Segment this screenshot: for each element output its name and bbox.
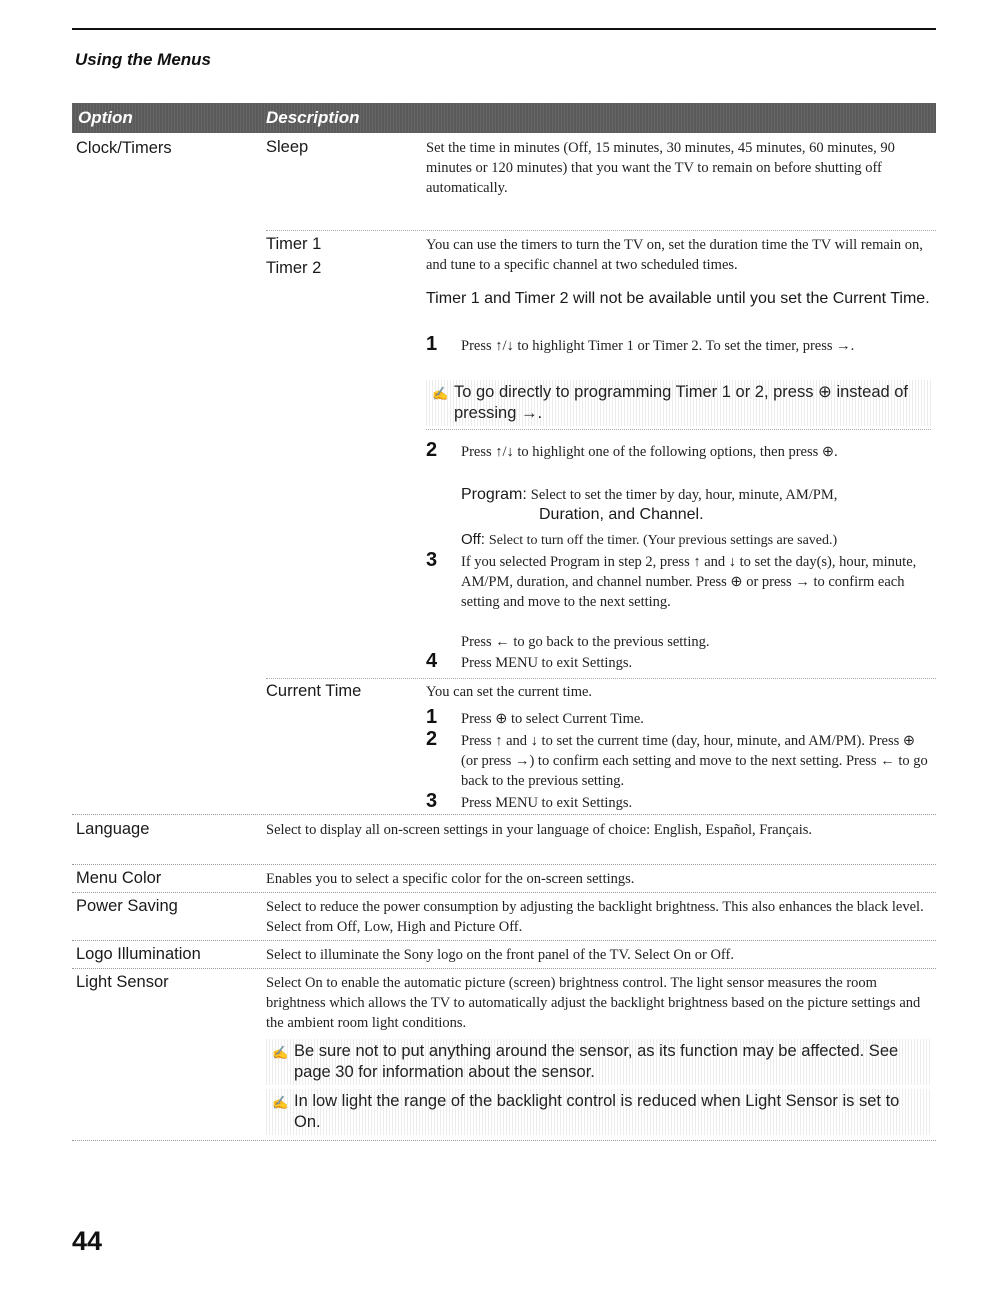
current-time-intro: You can set the current time. bbox=[426, 684, 593, 700]
light-sensor-text: Select On to enable the automatic picture (screen) brightness control. The light sensor measures the room brightness which allows the TV to automatically adjust the backlight brightness based on the picture settings and the ambient room light conditions. bbox=[266, 975, 921, 1031]
current-time-step3-number: 3 bbox=[426, 790, 438, 812]
current-time-step1-text: Press ⊕ to select Current Time. bbox=[461, 711, 644, 727]
current-time-step1-number: 1 bbox=[426, 706, 438, 728]
program-option bbox=[461, 485, 931, 505]
table-row-light-sensor bbox=[72, 969, 936, 1141]
timer-step2-text: Press ↑/↓ to highlight one of the following options, then press ⊕. bbox=[461, 444, 838, 460]
note-icon: ✍ bbox=[272, 1045, 289, 1060]
current-time-step2-number: 2 bbox=[426, 728, 438, 750]
table-row-language bbox=[72, 815, 936, 865]
timer-step4-text: Press MENU to exit Settings. bbox=[461, 655, 633, 671]
logo-text: Select to illuminate the Sony logo on the front panel of the TV. Select On or Off. bbox=[266, 947, 734, 963]
light-sensor-note-1 bbox=[266, 1039, 931, 1085]
table-row-clock-timers bbox=[72, 133, 936, 815]
option-menu-color: Menu Color bbox=[76, 869, 162, 887]
timer-availability: Timer 1 and Timer 2 will not be available until you set the Current Time. bbox=[426, 290, 930, 307]
table-row-power-saving bbox=[72, 893, 936, 941]
light-sensor-note-2-text: In low light the range of the backlight control is reduced when Light Sensor is set to On. bbox=[294, 1092, 900, 1131]
language-text: Select to display all on-screen settings in your language of choice: English, Español, Français. bbox=[266, 822, 813, 838]
header-option: Option bbox=[78, 108, 133, 127]
option-power-saving: Power Saving bbox=[76, 897, 178, 915]
header-description: Description bbox=[266, 108, 360, 127]
timer-note bbox=[426, 380, 931, 426]
divider bbox=[426, 429, 931, 430]
note-icon: ✍ bbox=[272, 1095, 289, 1110]
timer-step2-number: 2 bbox=[426, 439, 438, 461]
option-logo-illumination: Logo Illumination bbox=[76, 945, 201, 963]
section-title: Using the Menus bbox=[75, 50, 212, 69]
table-header bbox=[72, 103, 936, 133]
off-text: Select to turn off the timer. (Your previous settings are saved.) bbox=[488, 533, 838, 548]
table-row-menu-color bbox=[72, 865, 936, 893]
sleep-text: Set the time in minutes (Off, 15 minutes, 30 minutes, 45 minutes, 60 minutes, 90 minutes or 120 minutes) that you want the TV to remain on before shutting off automatically. bbox=[426, 140, 895, 196]
divider bbox=[266, 678, 936, 679]
current-time-step2-text: Press ↑ and ↓ to set the current time (day, hour, minute, and AM/PM). Press ⊕ (or press →) to confirm each setting and move to the next setting. Press ← to go back to the previous setting. bbox=[461, 733, 928, 789]
timer-step3-text: If you selected Program in step 2, press ↑ and ↓ to set the day(s), hour, minute, AM/PM, duration, and channel number. Press ⊕ or press → to confirm each setting and move to the next setting. bbox=[461, 554, 917, 610]
options-table bbox=[72, 103, 936, 1141]
divider bbox=[266, 230, 936, 231]
program-text: Select to set the timer by day, hour, minute, AM/PM, bbox=[530, 487, 838, 503]
top-rule bbox=[72, 28, 936, 30]
current-time-label: Current Time bbox=[266, 682, 362, 700]
timer-step1-number: 1 bbox=[426, 333, 438, 355]
option-light-sensor: Light Sensor bbox=[76, 973, 169, 991]
option-clock-timers: Clock/Timers bbox=[76, 139, 172, 157]
timer-step3-number: 3 bbox=[426, 549, 438, 571]
off-label: Off: bbox=[461, 531, 485, 548]
timer-step3b-text: Press ← to go back to the previous setting. bbox=[461, 634, 710, 650]
menu-color-text: Enables you to select a specific color for the on-screen settings. bbox=[266, 871, 635, 887]
timer1-label: Timer 1 bbox=[266, 235, 322, 253]
sleep-label: Sleep bbox=[266, 138, 309, 156]
page-number: 44 bbox=[72, 1226, 103, 1256]
light-sensor-note-1-text: Be sure not to put anything around the sensor, as its function may be affected. See page 30 for information about the sensor. bbox=[294, 1042, 899, 1081]
table-row-logo-illumination bbox=[72, 941, 936, 969]
timer2-label: Timer 2 bbox=[266, 259, 322, 277]
option-language: Language bbox=[76, 820, 150, 838]
timer-intro: You can use the timers to turn the TV on, set the duration time the TV will remain on, and tune to a specific channel at two scheduled times. bbox=[426, 237, 923, 273]
power-saving-text: Select to reduce the power consumption by adjusting the backlight brightness. This also enhances the black level. Select from Off, Low, High and Picture Off. bbox=[266, 899, 924, 935]
timer-step1-text: Press ↑/↓ to highlight Timer 1 or Timer 2. To set the timer, press →. bbox=[461, 338, 855, 354]
light-sensor-note-2 bbox=[266, 1089, 931, 1135]
program-text-2: Duration, and Channel. bbox=[539, 506, 704, 523]
current-time-step3-text: Press MENU to exit Settings. bbox=[461, 795, 633, 811]
off-option bbox=[461, 530, 931, 551]
program-label: Program: bbox=[461, 486, 527, 503]
timer-step4-number: 4 bbox=[426, 650, 438, 672]
note-icon: ✍ bbox=[432, 386, 449, 401]
timer-note-text: To go directly to programming Timer 1 or 2, press ⊕ instead of pressing →. bbox=[454, 383, 909, 422]
